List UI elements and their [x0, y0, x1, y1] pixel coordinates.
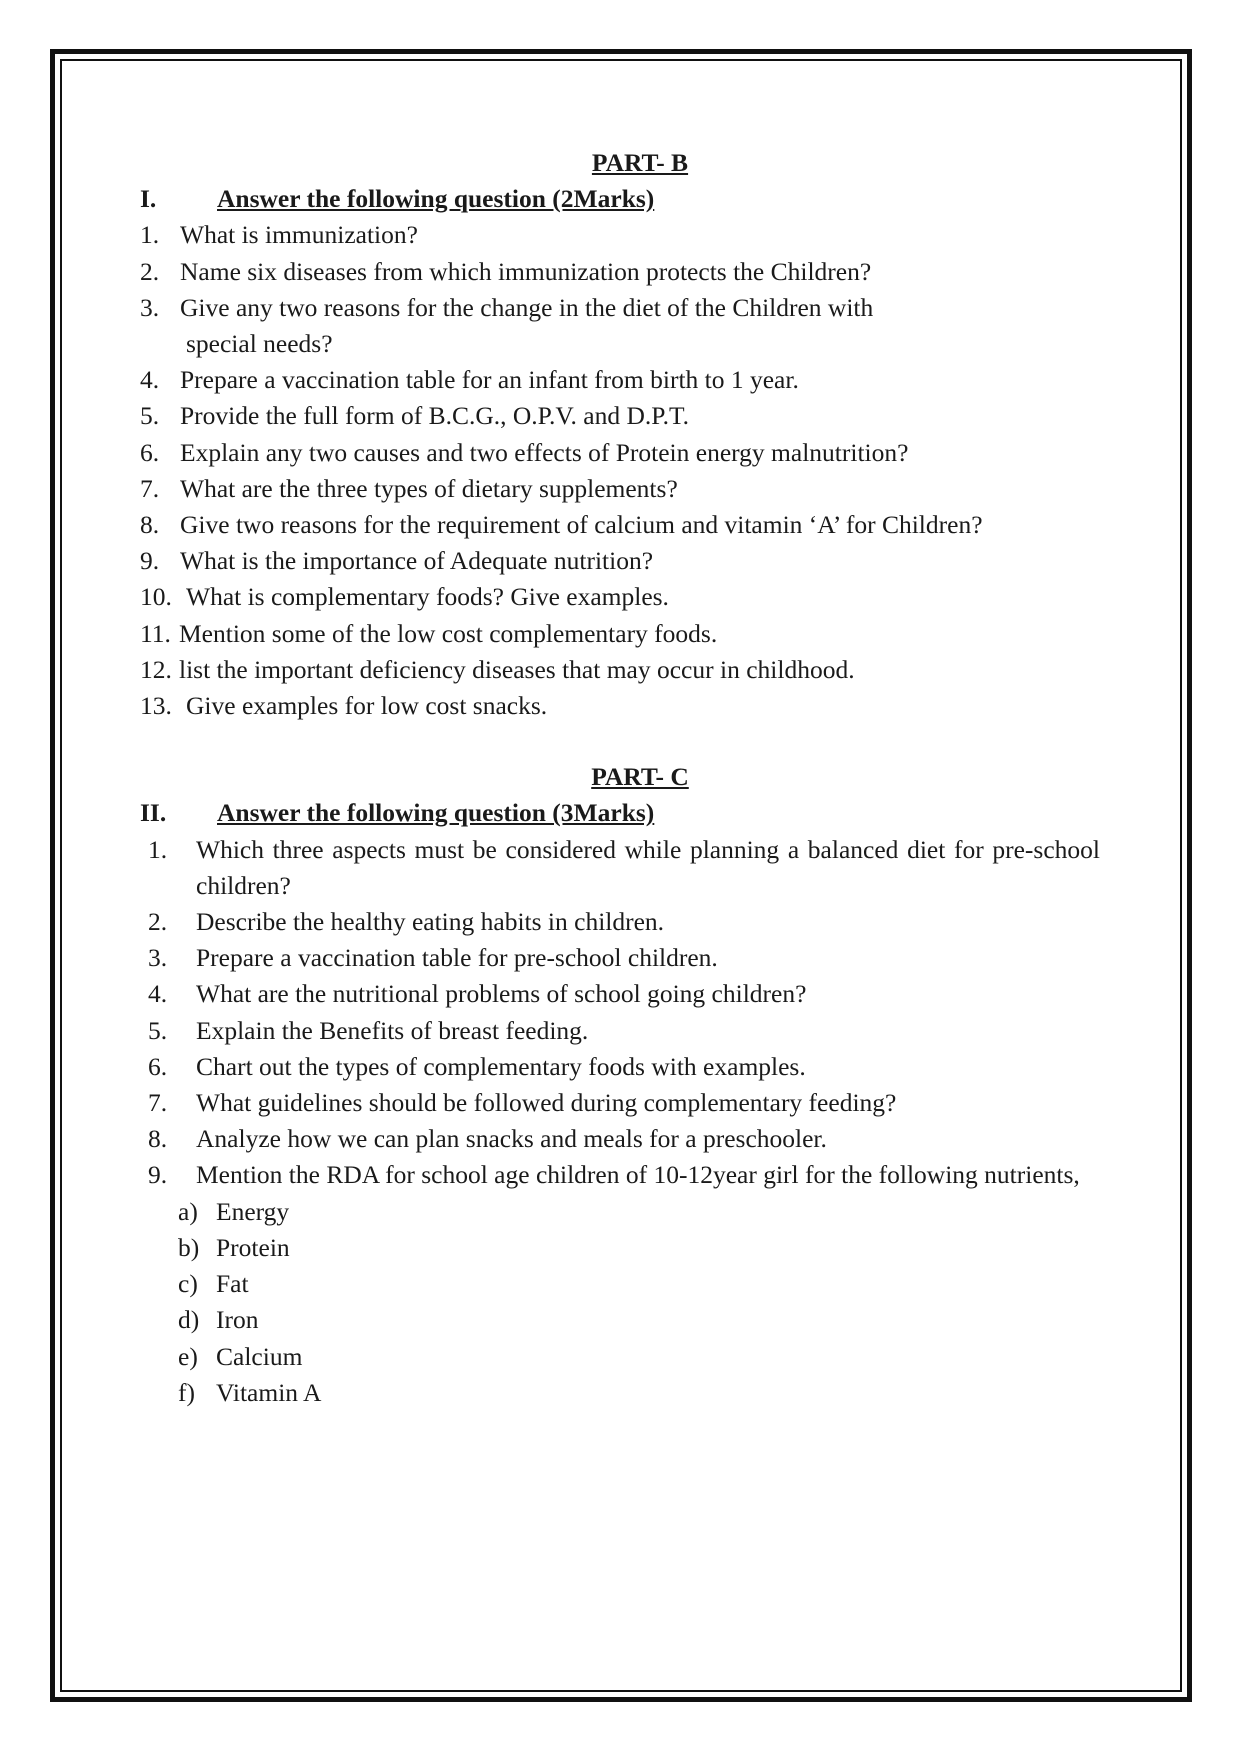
question-item: 8. Analyze how we can plan snacks and meals for a preschooler. — [148, 1124, 827, 1154]
section-numeral: I. — [140, 184, 157, 214]
part-b-question-list — [140, 217, 1100, 724]
question-item: 9. What is the importance of Adequate nutrition? — [140, 546, 654, 576]
question-item: 11. Mention some of the low cost complementary foods. — [140, 618, 718, 648]
section-heading-text: Answer the following question (3Marks) — [217, 798, 655, 828]
question-item: 8. Give two reasons for the requirement of calcium and vitamin ‘A’ for Children? — [140, 510, 983, 540]
question-item: 2. Name six diseases from which immunization protects the Children? — [140, 256, 872, 286]
nutrient-item: f) Vitamin A — [178, 1377, 322, 1407]
question-continuation: special needs? — [186, 329, 333, 359]
question-item: 3. Prepare a vaccination table for pre-school children. — [148, 943, 718, 973]
question-item: 1. What is immunization? — [140, 220, 418, 250]
part-c-section-heading — [140, 795, 1100, 831]
question-item: 5. Explain the Benefits of breast feeding. — [148, 1015, 589, 1045]
question-item: 13. Give examples for low cost snacks. — [140, 691, 548, 721]
question-item: 4. Prepare a vaccination table for an infant from birth to 1 year. — [140, 365, 799, 395]
question-item: 6. Explain any two causes and two effects of Protein energy malnutrition? — [140, 437, 909, 467]
question-item: 6. Chart out the types of complementary foods with examples. — [148, 1051, 806, 1081]
question-item: 5. Provide the full form of B.C.G., O.P.V. and D.P.T. — [140, 401, 690, 431]
question-item: 4. What are the nutritional problems of school going children? — [148, 979, 807, 1009]
nutrient-item: a) Energy — [178, 1196, 290, 1226]
nutrient-item: b) Protein — [178, 1232, 290, 1262]
part-b-section-heading — [140, 181, 1100, 217]
nutrient-item: e) Calcium — [178, 1341, 303, 1371]
question-item: 7. What guidelines should be followed during complementary feeding? — [148, 1088, 897, 1118]
question-item: 7. What are the three types of dietary supplements? — [140, 473, 678, 503]
question-item: 10. What is complementary foods? Give examples. — [140, 582, 669, 612]
nutrient-item: d) Iron — [178, 1305, 259, 1335]
part-b-title: PART- B — [591, 148, 689, 177]
question-item: 12. list the important deficiency diseases that may occur in childhood. — [140, 654, 855, 684]
question-item: 3. Give any two reasons for the change in the diet of the Children with — [140, 292, 874, 322]
nutrient-list — [140, 1194, 1100, 1411]
question-item: 1. Which three aspects must be considered while planning a balanced diet for pre-school children? — [148, 834, 1100, 900]
part-c-title: PART- C — [591, 762, 689, 792]
section-heading-text: Answer the following question (2Marks) — [217, 184, 655, 214]
nutrient-item: c) Fat — [178, 1269, 249, 1299]
question-item: 2. Describe the healthy eating habits in children. — [148, 907, 665, 937]
question-item: 9. Mention the RDA for school age children of 10-12year girl for the following nutrients, — [148, 1160, 1080, 1190]
section-numeral: II. — [140, 798, 167, 828]
part-c-question-list — [140, 832, 1100, 1194]
question-paper — [140, 145, 1100, 1411]
